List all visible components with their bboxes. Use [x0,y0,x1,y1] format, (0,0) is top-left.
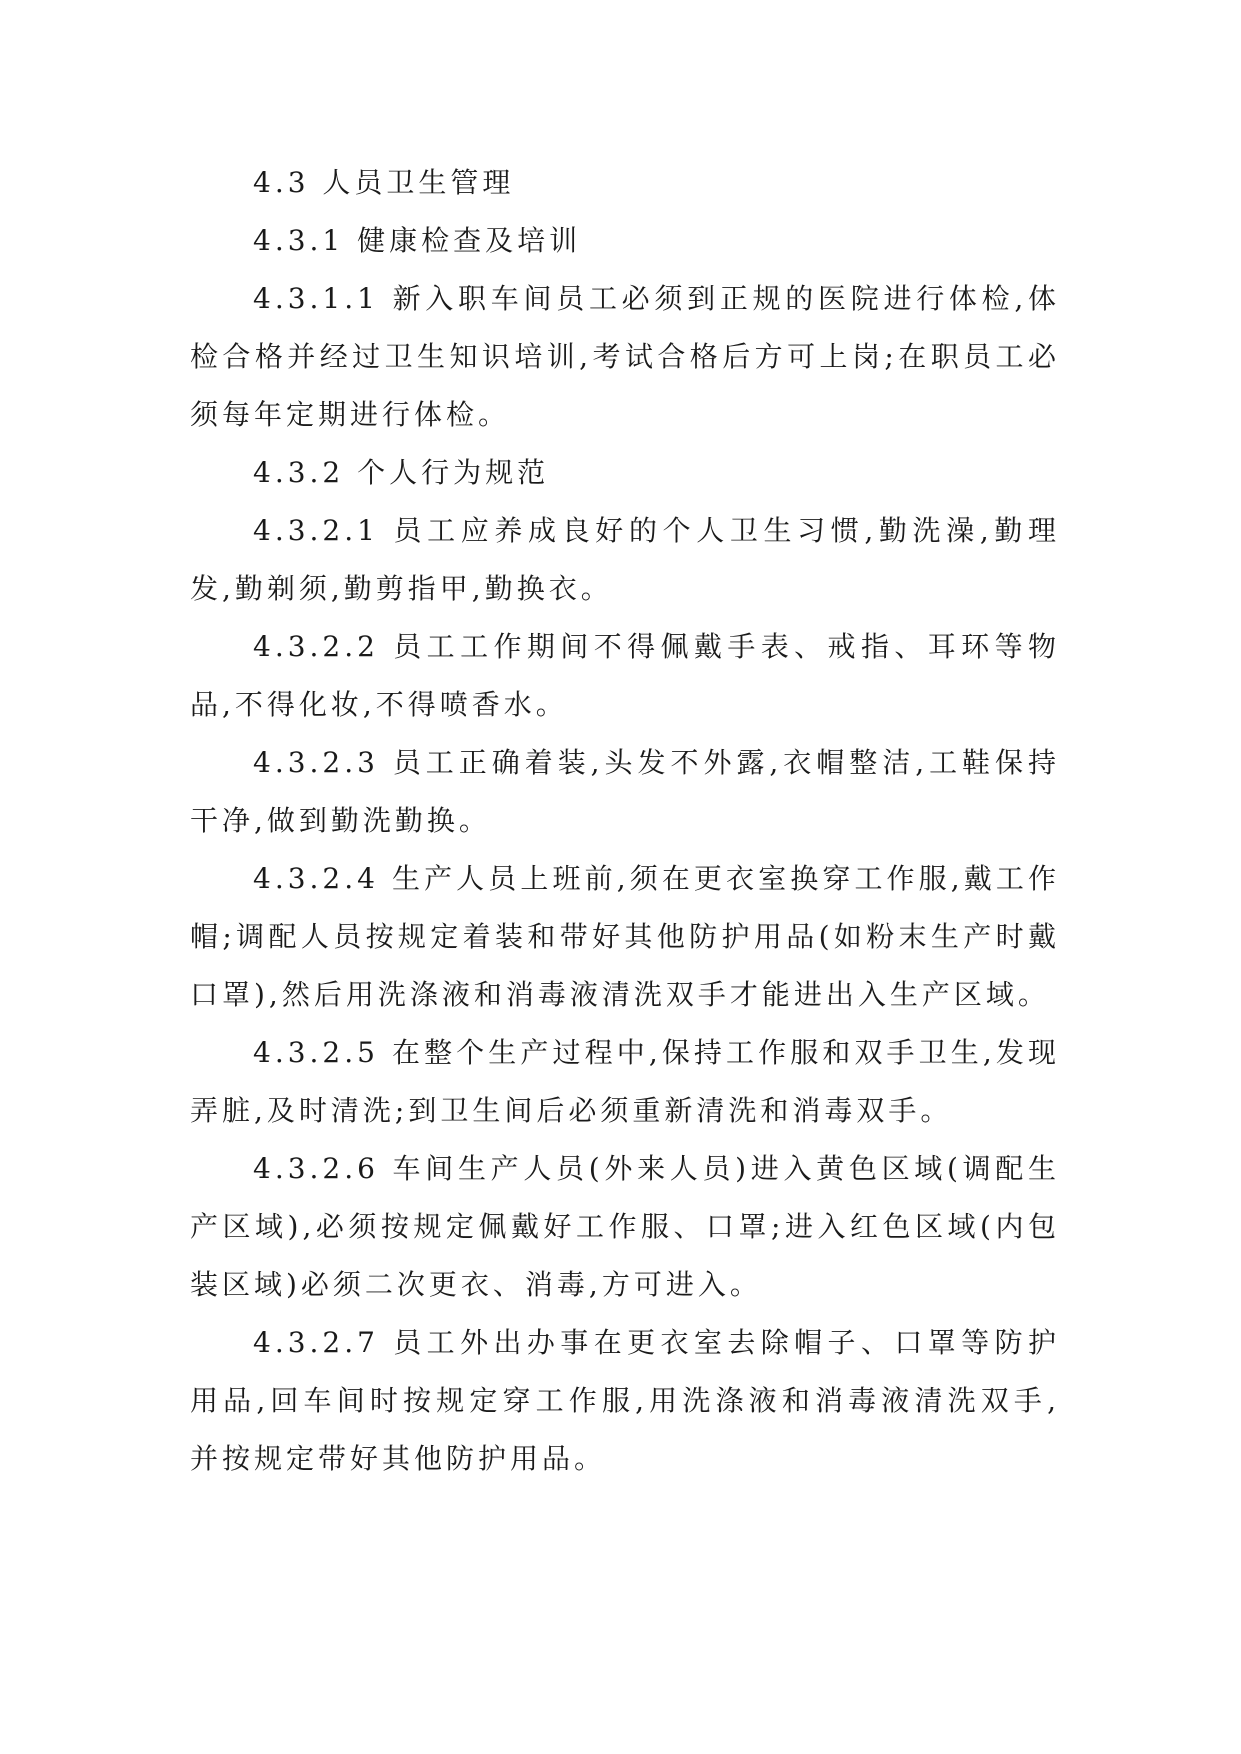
paragraph-4-3-2-7: 4.3.2.7 员工外出办事在更衣室去除帽子、口罩等防护用品,回车间时按规定穿工作服,用洗涤液和消毒液清洗双手,并按规定带好其他防护用品。 [190,1326,1060,1475]
paragraph-4-3-2-4: 4.3.2.4 生产人员上班前,须在更衣室换穿工作服,戴工作帽;调配人员按规定着装和带好其他防护用品(如粉末生产时戴口罩),然后用洗涤液和消毒液清洗双手才能进出入生产区域。 [190,862,1060,1011]
section-heading-4-3: 4.3 人员卫生管理 [253,166,515,199]
paragraph-4-3-2-1: 4.3.2.1 员工应养成良好的个人卫生习惯,勤洗澡,勤理发,勤剃须,勤剪指甲,勤换衣。 [190,514,1060,605]
section-heading-4-3-1: 4.3.1 健康检查及培训 [253,224,582,257]
section-heading-4-3-2: 4.3.2 个人行为规范 [253,456,550,489]
paragraph-4-3-2-2: 4.3.2.2 员工工作期间不得佩戴手表、戒指、耳环等物品,不得化妆,不得喷香水。 [190,630,1060,721]
paragraph-4-3-2-3: 4.3.2.3 员工正确着装,头发不外露,衣帽整洁,工鞋保持干净,做到勤洗勤换。 [190,746,1060,837]
paragraph-4-3-1-1: 4.3.1.1 新入职车间员工必须到正规的医院进行体检,体检合格并经过卫生知识培训,考试合格后方可上岗;在职员工必须每年定期进行体检。 [190,282,1060,431]
paragraph-4-3-2-6: 4.3.2.6 车间生产人员(外来人员)进入黄色区域(调配生产区域),必须按规定佩戴好工作服、口罩;进入红色区域(内包装区域)必须二次更衣、消毒,方可进入。 [190,1152,1060,1301]
document-body [190,154,1060,1488]
paragraph-4-3-2-5: 4.3.2.5 在整个生产过程中,保持工作服和双手卫生,发现弄脏,及时清洗;到卫生间后必须重新清洗和消毒双手。 [190,1036,1060,1127]
